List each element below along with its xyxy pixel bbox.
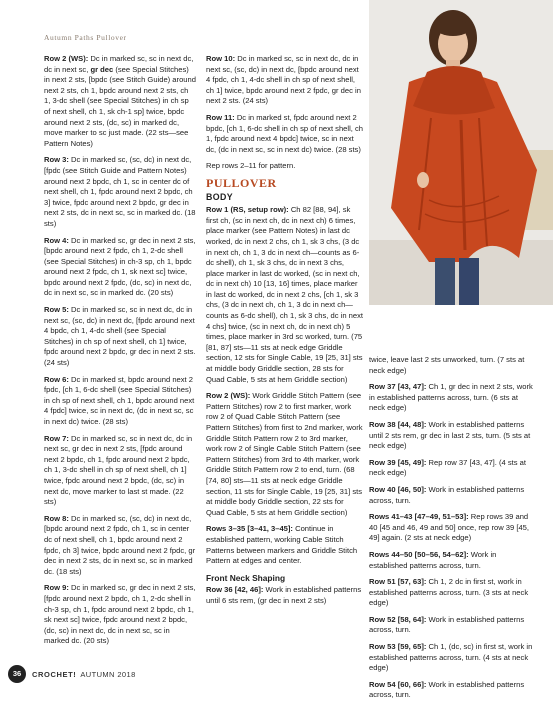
row-8: Row 8: Dc in marked sc, (sc, dc) in next dc, [bpdc around next 2 fpdc, ch 1, sc in center dc of next shell, ch 1, bpdc around next 2 fpdc, ch 3] twice, bpdc around next 2 fpdc, gr dec in next 2 sts, dc in next sc, sc in marked dc. (18 sts) <box>44 513 196 576</box>
row-7: Row 7: Dc in marked sc, sc in next dc, dc in next sc, gr dec in next 2 sts, [fpdc around next 2 bpdc, ch 1, fpdc around next 2 bpdc, ch 1, 3-dc shell in ch sp of next shell, ch 1] twice, fpdc around next 2 bpdc, (dc, sc) in next dc, move marker to last st made. (22 sts) <box>44 433 193 507</box>
column-right <box>369 355 535 707</box>
row-3: Row 3: Dc in marked sc, (sc, dc) in next dc, [fpdc (see Stitch Guide and Pattern Notes) around next 2 bpdc, ch 1, sc in center dc of next shell, ch 1, fpdc around next 2 bpdc, ch 3] twice, fpdc around next 2 bpdc, gr dec in next 2 sts, dc in next sc, sc in marked dc. (18 sts) <box>44 155 196 228</box>
row-6: Row 6: Dc in marked st, bpdc around next 2 fpdc, [ch 1, 6-dc shell (see Special Stitches) in ch sp of next shell, ch 1, bpdc around next 4 fpdc] twice, sc in next dc, (dc in next sc, sc in next dc) twice. (28 sts) <box>44 374 195 426</box>
running-head: Autumn Paths Pullover <box>44 33 127 42</box>
body-heading: BODY <box>206 191 234 202</box>
rows-44-50: Rows 44–50 [50–56, 54–62]: Work in established patterns across, turn. <box>369 549 497 570</box>
row-4: Row 4: Dc in marked sc, gr dec in next 2 sts, [bpdc around next 2 fpdc, ch 1, 2-dc shell (see Special Stitches) in ch-3 sp, ch 1, bpdc around next 2 fpdc, ch 1, sk next sc] twice, bpdc around next 2 fpdc, (dc, sc) in next dc, dc in next sc, sc in marked dc. (20 sts) <box>44 235 196 298</box>
front-neck-heading: Front Neck Shaping <box>206 572 286 583</box>
rows-3-35: Rows 3–35 [3–41, 3–45]: Continue in established pattern, working Cable Stitch Patterns between markers and Griddle Stitch Pattern at edges and center. <box>206 524 358 566</box>
row-52: Row 52 [58, 64]: Work in established patterns across, turn. <box>369 614 525 635</box>
repeat-note: Rep rows 2–11 for pattern. <box>206 161 296 171</box>
row-5: Row 5: Dc in marked sc, sc in next dc, dc in next sc, (sc, dc) in next dc, [fpdc around next 4 bpdc, ch 1, 4-dc shell (see Special Stitches) in ch sp of next shell, ch 1] twice, fpdc around next 2 bpdc, gr dec in next 2 sts. (24 sts) <box>44 305 196 368</box>
row-9: Row 9: Dc in marked sc, gr dec in next 2 sts, [fpdc around next 2 bpdc, ch 1, 2-dc shell in ch-3 sp, ch 1, fpdc around next 2 bpdc, ch 1, sk next sc] twice, fpdc around next 2 bpdc, (dc, sc) in next dc, dc in next sc, sc in marked dc. (20 sts) <box>44 583 196 646</box>
page-footer <box>8 665 136 683</box>
rows-41-43: Rows 41–43 [47–49, 51–53]: Rep rows 39 and 40 [45 and 46, 49 and 50] once, rep row 39 [45, 49] again. (2 sts at neck edge) <box>369 512 530 543</box>
issue-label: AUTUMN 2018 <box>80 669 136 679</box>
column-left <box>44 54 196 653</box>
column-middle <box>206 54 364 613</box>
row-1-setup: Row 1 (RS, setup row): Ch 82 [88, 94], sk first ch, (sc in next ch, dc in next ch) 6 times, place marker (see Pattern Notes) in last dc worked, dc in next 2 chs, ch 1, sk 3 chs, (3 dc in next ch, ch 1, 3 dc in next ch—counts as 6-dc shell), ch 1, sk 3 chs, dc in next 3 chs, place marker in last dc worked, (sc in next ch, dc in next ch) 10 [13, 16] times, place marker in last dc worked, dc in next 2 chs, [ch 1, sk 3 chs, (3 dc in next ch, ch 1, 3 dc in next ch—counts as 6-dc shell), ch 1, sk 3 chs, dc in next 4 chs] twice, (sc in next ch, dc in next ch) 5 times, place marker in 3rd sc worked, turn. (75 [81, 87] sts—11 sts at neck edge Griddle section, 12 sts for Single Cable, 19 [25, 31] sts at middle body Griddle section, 28 sts for Quad Cable, 5 sts at hem Griddle section) <box>206 205 364 384</box>
row-36-cont: twice, leave last 2 sts unworked, turn. (7 sts at neck edge) <box>369 355 525 375</box>
row-10: Row 10: Dc in marked sc, sc in next dc, dc in next sc, (sc, dc) in next dc, [bpdc around next 4 fpdc, ch 1, 4-dc shell in ch sp of next shell, ch 1] twice, bpdc around next 2 fpdc, gr dec in next 2 sts. (24 sts) <box>206 54 361 106</box>
row-54: Row 54 [60, 66]: Work in established patterns across, turn. <box>369 679 525 700</box>
model-illustration <box>369 0 553 305</box>
magazine-brand: CROCHET! <box>32 669 77 679</box>
row-36: Row 36 [42, 46]: Work in established patterns until 6 sts rem, (gr dec in next 2 sts) <box>206 585 362 605</box>
page-number: 36 <box>8 665 26 683</box>
row-11: Row 11: Dc in marked st, fpdc around next 2 bpdc, [ch 1, 6-dc shell in ch sp of next shell, ch 1, fpdc around next 4 bpdc] twice, sc in next dc, (dc in next sc, sc in next dc) twice. (28 sts) <box>206 112 364 154</box>
row-37: Row 37 [43, 47]: Ch 1, gr dec in next 2 sts, work in established patterns across, turn. (6 sts at neck edge) <box>369 382 533 413</box>
row-39: Row 39 [45, 49]: Rep row 37 [43, 47]. (4 sts at neck edge) <box>369 457 527 478</box>
row-51: Row 51 [57, 63]: Ch 1, 2 dc in first st, work in established patterns across, turn. (3 sts at neck edge) <box>369 577 529 608</box>
row-38: Row 38 [44, 48]: Work in established patterns until 2 sts rem, gr dec in last 2 sts, turn. (5 sts at neck edge) <box>369 419 531 451</box>
pullover-heading: PULLOVER <box>206 175 277 190</box>
row-40: Row 40 [46, 50]: Work in established patterns across, turn. <box>369 484 525 505</box>
row-2-ws: Row 2 (WS): Dc in marked sc, sc in next dc, dc in next sc, gr dec (see Special Stitches) in next 2 sts, [bpdc (see Stitch Guide) around next 2 sts, ch 1, bpdc around next 2 sts, ch 1, 3-dc shell (see Special Stitches) in ch sp of next shell, ch 1, sk ch-1 sp] twice, bpdc around next 2 sts, (dc, sc) in marked dc, move marker to sc just made. (22 sts—see Pattern Notes) <box>44 54 196 148</box>
model-photo <box>369 0 553 305</box>
body-row-2-ws: Row 2 (WS): Work Griddle Stitch Pattern (see Pattern Stitches) row 2 to first marker, work row 2 of Quad Cable Stitch Pattern (see Pattern Stitches) from first to 2nd marker, work Griddle Stitch Pattern row 2 to 3rd marker, work row 2 of Single Cable Stitch Pattern (see Pattern Stitches) from 3rd to 4th marker, work Griddle Stitch Pattern row 2 to end, turn. (68 [74, 80] sts—11 sts at neck edge Griddle section, 11 sts for Single Cable, 19 [25, 31] sts at middle body Griddle section, 22 sts for Quad Cable, 5 sts at hem Griddle section) <box>206 391 363 517</box>
row-53: Row 53 [59, 65]: Ch 1, (dc, sc) in first st, work in established patterns across, turn. (4 sts at neck edge) <box>369 642 533 673</box>
